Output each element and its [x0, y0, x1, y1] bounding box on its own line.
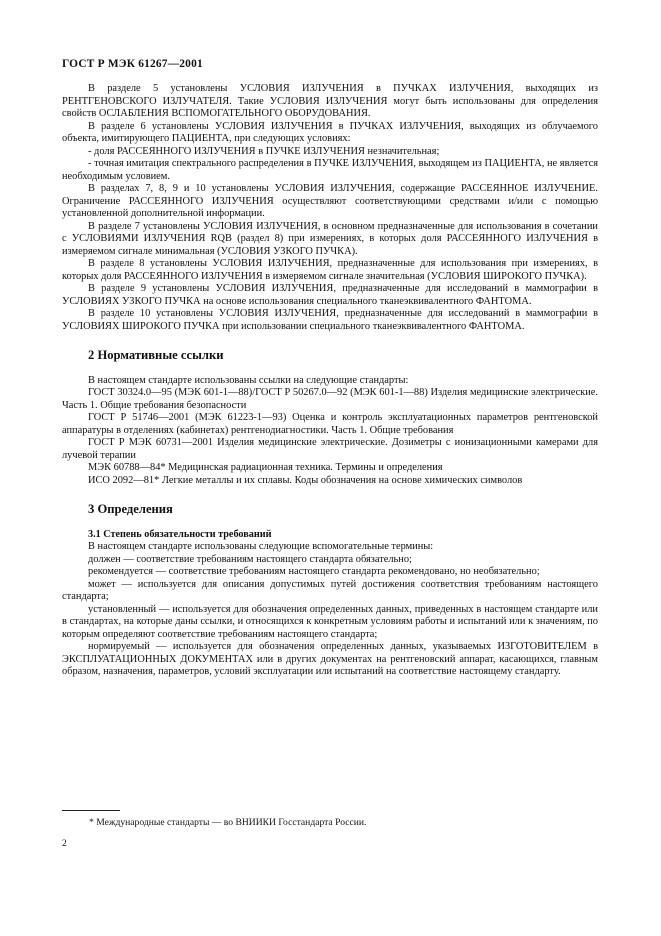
intro-paragraph-3: В разделах 7, 8, 9 и 10 установлены УСЛОВИЯ ИЗЛУЧЕНИЯ, содержащие РАССЕЯННОЕ ИЗЛУЧЕНИЕ. Ограничение РАССЕЯННОГО ИЗЛУЧЕНИЯ осуществляют соответствующими средствами и/или с помощью установленной дополнительной информации.	[62, 183, 598, 219]
intro-section	[62, 83, 598, 333]
references-section	[62, 375, 598, 488]
intro-paragraph-6: В разделе 9 установлены УСЛОВИЯ ИЗЛУЧЕНИЯ, предназначенные для исследований в маммографии в УСЛОВИЯХ УЗКОГО ПУЧКА на основе использования специального тканеэквивалентного ФАНТОМА.	[62, 283, 598, 307]
definition-term: должен — соответствие требованиям настоящего стандарта обязательно;	[88, 553, 412, 565]
definition-term: установленный — используется для обозначения определенных данных, приведенных в настоящем стандарте или в стандартах, на которые даны ссылки, и относящихся к конкретным условиям работы и испытаний или к значениям, по которым определяют соответствие требованиям настоящего стандарта;	[62, 603, 598, 640]
reference-item: ГОСТ 30324.0—95 (МЭК 601-1—88)/ГОСТ Р 50267.0—92 (МЭК 601-1—88) Изделия медицинские электрические. Часть 1. Общие требования безопасности	[62, 387, 598, 411]
footnote-divider	[62, 810, 120, 811]
intro-paragraph-1: В разделе 5 установлены УСЛОВИЯ ИЗЛУЧЕНИЯ в ПУЧКАХ ИЗЛУЧЕНИЯ, выходящих из РЕНТГЕНОВСКОГО ИЗЛУЧАТЕЛЯ. Такие УСЛОВИЯ ИЗЛУЧЕНИЯ могут быть использованы для определения свойств ОСЛАБЛЕНИЯ ВСПОМОГАТЕЛЬНОГО ОБОРУДОВАНИЯ.	[62, 83, 598, 119]
definition-term: может — используется для описания допустимых путей достижения соответствия требованиям настоящего стандарта;	[62, 578, 598, 602]
footnote: * Международные стандарты — во ВНИИКИ Госстандарта России.	[89, 817, 367, 828]
reference-item: ГОСТ Р МЭК 60731—2001 Изделия медицинские электрические. Дозиметры с ионизационными камерами для лучевой терапии	[62, 437, 598, 461]
definition-term: нормируемый — используется для обозначения определенных данных, указываемых ИЗГОТОВИТЕЛЕМ в ЭКСПЛУАТАЦИОННЫХ ДОКУМЕНТАХ или в других документах на рентгеновский аппарат, касающихся, главным образом, назначения, параметров, условий эксплуатации или испытаний на соответствие настоящему стандарту.	[62, 641, 598, 677]
page-number: 2	[62, 838, 67, 849]
definition-term: рекомендуется — соответствие требованиям настоящего стандарта рекомендовано, но необязательно;	[88, 566, 540, 577]
reference-item: МЭК 60788—84* Медицинская радиационная техника. Термины и определения	[88, 462, 443, 473]
intro-paragraph-5: В разделе 8 установлены УСЛОВИЯ ИЗЛУЧЕНИЯ, предназначенные для использования при измерениях, в которых доля РАССЕЯННОГО ИЗЛУЧЕНИЯ в измеряемом сигнале значительная (УСЛОВИЯ ШИРОКОГО ПУЧКА).	[62, 258, 598, 282]
reference-item: ИСО 2092—81* Легкие металлы и их сплавы. Коды обозначения на основе химических символов	[88, 474, 523, 486]
intro-paragraph-2: В разделе 6 установлены УСЛОВИЯ ИЗЛУЧЕНИЯ в ПУЧКАХ ИЗЛУЧЕНИЯ, выходящих из облучаемого объекта, имитирующего ПАЦИЕНТА, при следующих условиях:	[62, 120, 598, 144]
intro-list-item-2: - точная имитация спектрального распределения в ПУЧКЕ ИЗЛУЧЕНИЯ, выходящем из ПАЦИЕНТА, не является необходимым условием.	[62, 158, 598, 182]
intro-list-item-1: - доля РАССЕЯННОГО ИЗЛУЧЕНИЯ в ПУЧКЕ ИЗЛУЧЕНИЯ незначительная;	[88, 145, 440, 157]
references-intro: В настоящем стандарте использованы ссылки на следующие стандарты:	[88, 374, 409, 386]
intro-paragraph-4: В разделе 7 установлены УСЛОВИЯ ИЗЛУЧЕНИЯ, в основном предназначенные для использования в сочетании с УСЛОВИЯМИ ИЗЛУЧЕНИЯ RQB (раздел 8) при измерениях, в которых доля РАССЕЯННОГО ИЗЛУЧЕНИЯ в измеряемом сигнале минимальная (УСЛОВИЯ УЗКОГО ПУЧКА).	[62, 220, 598, 257]
reference-item: ГОСТ Р 51746—2001 (МЭК 61223-1—93) Оценка и контроль эксплуатационных параметров рентгеновской аппаратуры в отделениях (кабинетах) рентгенодиагностики. Часть 1. Общие требования	[62, 412, 598, 436]
section-heading-references: 2 Нормативные ссылки	[88, 348, 224, 362]
page-content	[62, 83, 598, 679]
intro-paragraph-7: В разделе 10 установлены УСЛОВИЯ ИЗЛУЧЕНИЯ, предназначенные для исследований в маммографии в УСЛОВИЯХ ШИРОКОГО ПУЧКА при использовании специального тканеэквивалентного ФАНТОМА.	[62, 308, 598, 332]
subsection-heading: 3.1 Степень обязательности требований	[88, 528, 272, 540]
page-header: ГОСТ Р МЭК 61267—2001	[62, 58, 203, 70]
section-heading-definitions: 3 Определения	[88, 502, 173, 516]
definitions-section	[62, 541, 598, 679]
definitions-paragraph: В настоящем стандарте использованы следующие вспомогательные термины:	[88, 541, 434, 552]
